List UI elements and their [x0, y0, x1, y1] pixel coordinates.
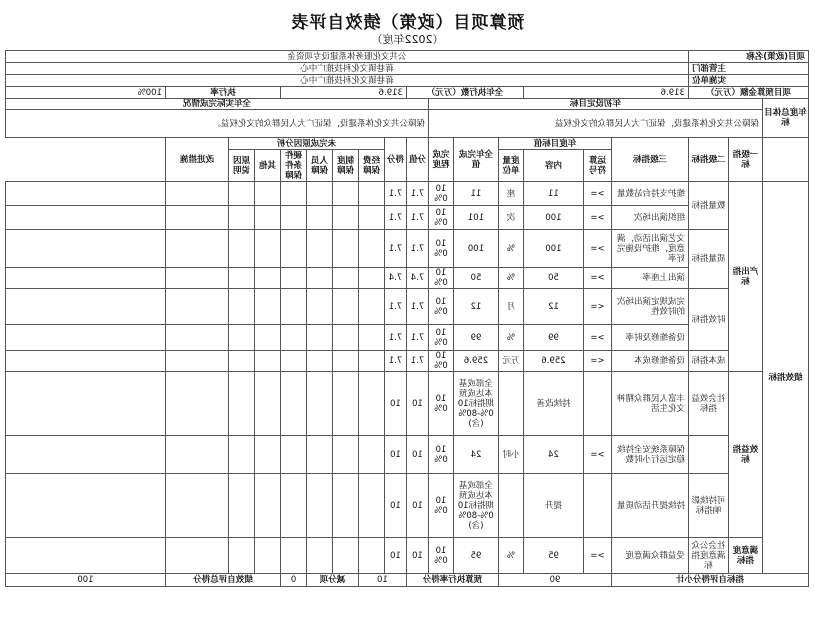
row-l3: 组织演出场次: [611, 206, 688, 230]
row-l3: 持续提升活动质量: [611, 474, 688, 538]
row-weight: 7.1: [406, 351, 428, 372]
rate-value: 100%: [5, 87, 165, 99]
table-row: [5, 538, 808, 574]
row-unit: %: [498, 230, 523, 268]
table-row: [5, 268, 808, 289]
exec-value: 319.6: [280, 87, 406, 99]
budget-label: 项目预算金额（万元）: [688, 87, 808, 99]
row-l2: 可持续影响指标: [688, 474, 728, 538]
table-row: [5, 351, 808, 372]
project-name-value: 公共文化服务体系建设专项资金: [5, 51, 688, 63]
row-l2: 质量指标: [688, 230, 728, 289]
row-score: 10: [384, 474, 406, 538]
row-content: 100: [523, 206, 583, 230]
row-l3: 丰富人民群众精神文化生活: [611, 372, 688, 436]
row-l2: 数量指标: [688, 182, 728, 230]
head-measure: 改进措施: [165, 138, 228, 182]
row-project-name: [5, 51, 808, 63]
row-content: 11: [523, 182, 583, 206]
head-spacer: [763, 138, 809, 182]
table-row: [5, 474, 808, 538]
dept-label: 主管部门: [688, 63, 808, 75]
row-score: 10: [384, 436, 406, 474]
row-unit: 座: [498, 182, 523, 206]
head-target: 年度目标值: [498, 138, 611, 150]
row-annual: 50: [453, 268, 498, 289]
row-op: <=: [583, 289, 611, 325]
subtotal-label: 指标自评得分小计: [611, 574, 808, 587]
row-unit: [498, 474, 523, 538]
head-level1: 一级指标: [729, 138, 763, 182]
budget-value: 319.6: [523, 87, 688, 99]
row-unit: 小时: [498, 436, 523, 474]
exec-label: 全年执行数（万元）: [406, 87, 523, 99]
row-budget: [5, 87, 808, 99]
row-degree: 100%: [428, 325, 453, 351]
row-score: 7.1: [384, 325, 406, 351]
rate-label: 执行率: [165, 87, 280, 99]
row-op: >=: [583, 436, 611, 474]
row-content: 持续改善: [523, 372, 583, 436]
row-op: >=: [583, 325, 611, 351]
row-degree: 100%: [428, 436, 453, 474]
row-op: >=: [583, 268, 611, 289]
row-weight: 7.1: [406, 289, 428, 325]
row-annual: 95: [453, 538, 498, 574]
table-row: [5, 289, 808, 325]
row-content: 100: [523, 230, 583, 268]
head-r4: 硬件条件保障: [280, 150, 306, 182]
row-annual: 100: [453, 230, 498, 268]
row-l2: 社会效益指标: [688, 372, 728, 436]
row-l3: 设备维修及时率: [611, 325, 688, 351]
row-header-1: [5, 138, 808, 150]
row-annual: 101: [453, 206, 498, 230]
row-degree: 100%: [428, 268, 453, 289]
row-content: 95: [523, 538, 583, 574]
head-degree: 完成程度: [428, 138, 453, 182]
row-weight: 7.1: [406, 206, 428, 230]
head-r3: 人员保障: [306, 150, 332, 182]
row-weight: 7.4: [406, 268, 428, 289]
row-impl: [5, 75, 808, 87]
page-title: 预算项目（政策）绩效自评表: [290, 13, 525, 33]
row-weight: 7.1: [406, 230, 428, 268]
output-label: 产出指标: [729, 182, 763, 372]
row-unit: %: [498, 538, 523, 574]
row-l2: 成本指标: [688, 351, 728, 372]
row-unit: %: [498, 268, 523, 289]
row-score: 7.1: [384, 230, 406, 268]
row-l3: 文艺演出活动，满意度，维护设施完好率: [611, 230, 688, 268]
table-row: [5, 436, 808, 474]
goal-done-label: 全年实际完成情况: [5, 99, 428, 110]
evaluation-table: [5, 50, 809, 587]
row-score: 7.1: [384, 206, 406, 230]
row-degree: 100%: [428, 230, 453, 268]
row-content: 提升: [523, 474, 583, 538]
impl-value: 蒋巷镇文化科技推广中心: [5, 75, 688, 87]
row-unit: [498, 372, 523, 436]
row-l3: 维护支持台站数量: [611, 182, 688, 206]
satisfaction-label: 满意度指标: [729, 538, 763, 574]
row-footer: [5, 574, 808, 587]
row-l3: 演出上座率: [611, 268, 688, 289]
row-weight: 7.1: [406, 325, 428, 351]
row-annual: 11: [453, 182, 498, 206]
head-unit: 度量单位: [498, 150, 523, 182]
row-annual: 99: [453, 325, 498, 351]
row-op: >=: [583, 230, 611, 268]
head-level3: 三级指标: [611, 138, 688, 182]
row-score: 7.1: [384, 182, 406, 206]
row-score: 7.1: [384, 351, 406, 372]
perf-label: 绩效指标: [763, 182, 809, 574]
effect-label: 效益指标: [729, 372, 763, 538]
row-score: 7.1: [384, 289, 406, 325]
page-subtitle: （2022年度）: [371, 33, 444, 46]
row-unit: 万元: [498, 351, 523, 372]
deduct-value: 0: [280, 574, 306, 587]
row-degree: 100%: [428, 372, 453, 436]
head-weight: 分值: [406, 138, 428, 182]
row-content: 12: [523, 289, 583, 325]
dept-value: 蒋巷镇文化科技推广中心: [5, 63, 688, 75]
head-op: 运算符号: [583, 150, 611, 182]
row-goal-text: [5, 110, 808, 138]
row-content: 259.6: [523, 351, 583, 372]
row-l3: 保障系统安全持续稳定运行小时数: [611, 436, 688, 474]
row-degree: 100%: [428, 182, 453, 206]
total-label: 绩效自评总得分: [165, 574, 280, 587]
row-degree: 100%: [428, 474, 453, 538]
row-score: 10: [384, 372, 406, 436]
row-unit: 次: [498, 206, 523, 230]
subtotal-value: 90: [498, 574, 611, 587]
row-l2: 社会公众满意度指标: [688, 538, 728, 574]
row-goal-header: [5, 99, 808, 110]
table-row: [5, 182, 808, 206]
head-annual: 全年完成值: [453, 138, 498, 182]
row-annual: 259.6: [453, 351, 498, 372]
goal-set-text: 保障公共文化体系建设，保证广大人民群众的文化权益: [428, 110, 762, 138]
row-score: 7.4: [384, 268, 406, 289]
exec-score-value: 10: [358, 574, 406, 587]
row-l3: 受益群众满意度: [611, 538, 688, 574]
row-weight: 10: [406, 372, 428, 436]
head-r2: 制度保障: [332, 150, 358, 182]
row-content: 50: [523, 268, 583, 289]
row-op: >=: [583, 182, 611, 206]
row-op: [583, 372, 611, 436]
goal-label: 年度总体目标: [763, 99, 809, 138]
impl-label: 实施单位: [688, 75, 808, 87]
row-degree: 100%: [428, 206, 453, 230]
row-annual: 12: [453, 289, 498, 325]
head-r1: 经费保障: [358, 150, 384, 182]
row-dept: [5, 63, 808, 75]
head-reason: 未完成原因分析: [228, 138, 384, 150]
table-row: [5, 230, 808, 268]
row-weight: 10: [406, 436, 428, 474]
row-degree: 100%: [428, 538, 453, 574]
deduct-label: 减分项: [306, 574, 358, 587]
row-l2: [688, 436, 728, 474]
row-unit: %: [498, 325, 523, 351]
row-content: 99: [523, 325, 583, 351]
row-degree: 100%: [428, 289, 453, 325]
head-score: 得分: [384, 138, 406, 182]
row-op: <=: [583, 351, 611, 372]
row-l3: 完成规定演出场次的时效性: [611, 289, 688, 325]
row-annual: 全部或基本达成预期指标100%-80%(含): [453, 474, 498, 538]
goal-set-label: 年初设定目标: [428, 99, 762, 110]
row-unit: 月: [498, 289, 523, 325]
row-weight: 7.1: [406, 182, 428, 206]
row-score: 10: [384, 538, 406, 574]
row-op: >=: [583, 538, 611, 574]
total-value: 100: [5, 574, 165, 587]
row-degree: 100%: [428, 351, 453, 372]
row-op: >=: [583, 206, 611, 230]
project-name-label: 项目(政策)名称: [688, 51, 808, 63]
row-l3: 设备维修成本: [611, 351, 688, 372]
table-row: [5, 325, 808, 351]
goal-done-text: 保障公共文化体系建设，保证广大人民群众的文化权益。: [5, 110, 428, 138]
table-row: [5, 372, 808, 436]
row-op: [583, 474, 611, 538]
row-weight: 10: [406, 538, 428, 574]
row-content: 24: [523, 436, 583, 474]
head-r5: 其他: [254, 150, 280, 182]
exec-score-label: 预算执行率得分: [406, 574, 498, 587]
row-annual: 全部或基本达成预期指标100%-80%(含): [453, 372, 498, 436]
row-weight: 10: [406, 474, 428, 538]
row-annual: 24: [453, 436, 498, 474]
head-level2: 二级指标: [688, 138, 728, 182]
row-l2: 时效指标: [688, 289, 728, 351]
head-content: 内容: [523, 150, 583, 182]
head-r6: 原因说明: [228, 150, 254, 182]
table-row: [5, 206, 808, 230]
